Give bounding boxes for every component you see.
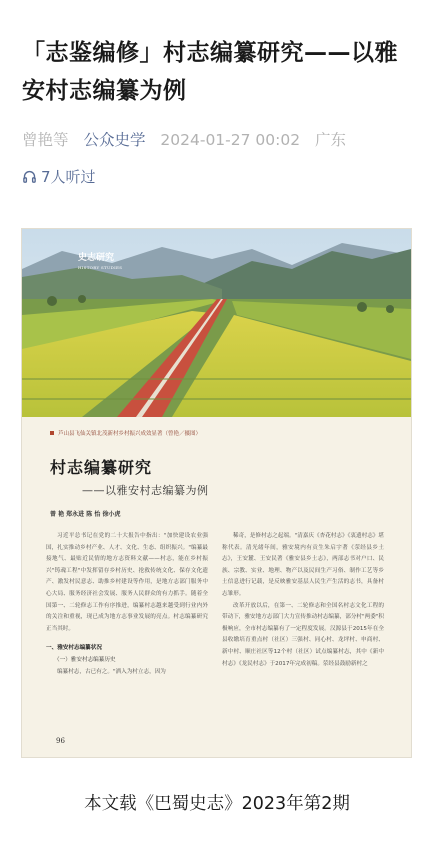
article-scan-image[interactable] [21,228,412,758]
scan-paragraph: 稀奇，是修村志之起端。"清嘉庆《杏花村志》《衷遗村志》堪称代表。清光绪年间，雅安境内有贡生朱启宇著《荥经县乡土志》，王安麓、王安民著《雅安县乡土志》，两部志书对户口、民族、宗教、实业、地理、物产以及民间生产习俗、制作工艺等乡土信息进行记载，是反映雅安基层人民生产生活的志书，具备村志雏形。 [222,533,384,597]
publish-location: 广东 [315,131,347,149]
listen-count-button[interactable] [22,166,96,187]
scan-title: 村志编纂研究 [50,458,153,477]
scan-column-left [46,531,208,678]
article-title: 「志鉴编修」村志编纂研究——以雅安村志编纂为例 [22,40,398,104]
scan-subheading: （一）雅安村志编纂历史 [54,656,116,663]
caption-marker-icon [50,431,54,435]
scan-subtitle: ——以雅安村志编纂为例 [82,484,209,497]
section-tag: 史志研究 HISTORY STUDIES [78,253,123,270]
listen-count-label: 7人听过 [41,168,96,186]
scan-heading: 一、雅安村志编纂状况 [46,645,102,652]
scan-authors: 曾 艳 郑永进 陈 怡 徐小虎 [50,511,121,518]
scan-column-right [222,531,384,670]
account-name-link[interactable]: 公众史学 [83,131,146,149]
source-note: 本文载《巴蜀史志》2023年第2期 [84,794,350,814]
article-meta [22,128,356,150]
headphones-icon [22,169,37,184]
author-name: 曾艳等 [22,131,69,149]
scan-paragraph: 编纂村志，古已有之。"洒入为村立志，因为 [57,668,166,675]
scan-page-number: 96 [56,737,65,745]
landscape-photo [22,229,411,417]
scan-paragraph: 改革开放以后，在第一、二轮修志和全国名村志文化工程的带动下，雅安地方志部门大力宣传推动村志编纂，部分村"两委"积极响应，全市村志编纂有了一定程度发展。汉源县于2015年在全县收缴培育重点村（社区）三强村、同心村、龙坪村、申商村、新中村、顺庄社区等12个村（社区）试点编纂村志，其中《新中村志》《龙民村志》于2017年完成初稿。荥经县鼓励新村之 [222,602,384,667]
photo-caption: 芦山县飞仙关镇北茂新村乡村振兴成效显著（曾艳／摄图） [50,429,201,437]
publish-time: 2024-01-27 00:02 [160,131,301,149]
scan-paragraph: 习近平总书记在党的二十大报告中指出："加快建设农业强国，扎实推动乡村产业、人才、文化、生态、组织振兴。"编纂最接地气、最贴近民情的地方志资料文献——村志，能在乡村振兴"铸魂工程"中发挥留存乡村历史、抢救传统文化、保存文化遗产、激发村民意志、助推乡村建设等作用，是地方志部门服务中心大局、服务经济社会发展、服务人民群众的有力抓手。随着全国第一、二轮修志工作有序推进，编纂村志越来越受到行业内外的关注和重视，现已成为地方志事业发展的亮点。村志编纂研究正当其时。 [46,533,208,632]
